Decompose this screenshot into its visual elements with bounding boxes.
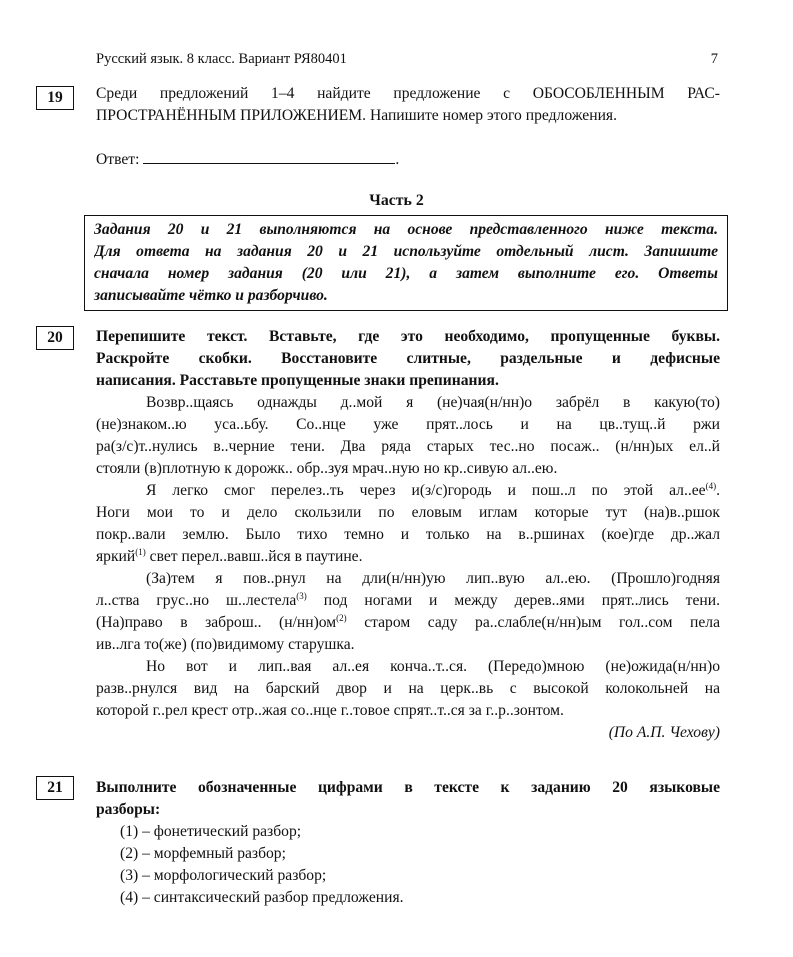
q19-answer — [96, 147, 720, 169]
text-line: которой г..рел крест отр..жая со..нце г..товое спрят..т..ся за г..р..зонтом. — [96, 702, 564, 719]
text-line: (За)тем я пов..рнул на дли(н/нн)ую лип..вую ал..ею. (Прошло)годняя — [146, 570, 720, 587]
list-item: (2) – морфемный разбор; — [120, 845, 286, 862]
footnote-mark: (4) — [705, 481, 717, 491]
exam-title: Русский язык. 8 класс. Вариант РЯ80401 — [96, 51, 347, 67]
text-line: стояли (в)плотную к дорожк.. обр..зуя мрач..ную но кр..сивую ал..ею. — [96, 460, 558, 477]
list-item: (1) – фонетический разбор; — [120, 823, 302, 840]
q21-task-line: Выполните обозначенные цифрами в тексте к заданию 20 языковые — [96, 779, 720, 796]
instruction-line: записывайте чётко и разборчиво. — [94, 287, 328, 304]
question-20 — [96, 326, 720, 744]
part2-instructions — [84, 215, 728, 311]
question-19 — [96, 83, 720, 127]
text-line: (не)знаком..ю уса..ьбу. Со..нце уже прят..лось и на цв..тущ..й ржи — [96, 416, 720, 433]
q19-line-2: ПРОСТРАНЁННЫМ ПРИЛОЖЕНИЕМ. Напишите номер этого предложения. — [96, 107, 617, 124]
text-line: (На)право в заброш.. $(н/нн)ом^{(2)}$ старом саду ра..слабле(н/нн)ым гол..сом пела — [96, 613, 720, 631]
question-number-19: 19 — [36, 86, 74, 110]
page-number: 7 — [710, 51, 718, 67]
part-title: Часть 2 — [369, 192, 424, 209]
list-item: (4) – синтаксический разбор предложения. — [120, 889, 404, 906]
text-line: Возвр..щаясь однажды д..мой я (не)чая(н/нн)о забрёл в какую(то) — [146, 394, 720, 411]
question-number-20: 20 — [36, 326, 74, 350]
page-header — [96, 51, 720, 68]
answer-label: Ответ: — [96, 151, 140, 168]
q20-task-line: Перепишите текст. Вставьте, где это необходимо, пропущенные буквы. — [96, 328, 720, 345]
text-source: (По А.П. Чехову) — [608, 724, 720, 741]
text-line: Но вот и лип..вая ал..ея конча..т..ся. (Передо)мною (не)ожида(н/нн)о — [146, 658, 720, 675]
footnote-mark: (1) — [135, 547, 146, 557]
answer-field[interactable] — [143, 147, 395, 164]
text-line: яркий$^{(1)}$ свет перел..вавш..йся в паутине. — [96, 547, 363, 565]
answer-end: . — [395, 151, 400, 168]
question-21 — [96, 777, 720, 909]
question-number-21: 21 — [36, 776, 74, 800]
q21-task-line: разборы: — [96, 801, 161, 818]
text-line: покр..вали землю. Было тихо темно и только на в..ршинах (кое)где др..жал — [96, 526, 720, 543]
text-line: ив..лга то(же) (по)видимому старушка. — [96, 636, 355, 653]
list-item: (3) – морфологический разбор; — [120, 867, 327, 884]
instruction-line: сначала номер задания (20 или 21), а затем выполните его. Ответы — [94, 265, 718, 282]
text-line: ра(з/с)т..нулись в..черние тени. Два ряда старых тес..но посаж.. (н/нн)ых ел..й — [96, 438, 720, 455]
text-line: Я легко смог перелез..ть через и(з/с)городь и пош..л по этой $ал..ее^{(4)}$. — [146, 481, 720, 499]
instruction-line: Для ответа на задания 20 и 21 используйте отдельный лист. Запишите — [94, 243, 718, 260]
q20-task-line: написания. Расставьте пропущенные знаки препинания. — [96, 372, 499, 389]
text-line: разв..рнулся вид на барский двор и на церк..вь с высокой колокольней на — [96, 680, 720, 697]
footnote-mark: (3) — [296, 591, 307, 601]
text-line: л..ства грус..но ш..лестела$^{(3)}$ под ногами и между дерев..ями прят..лись тени. — [96, 591, 720, 609]
text-line: Ноги мои то и дело скользили по еловым иглам которые тут (на)в..ршок — [96, 504, 720, 521]
footnote-mark: (2) — [336, 613, 347, 623]
instruction-line: Задания 20 и 21 выполняются на основе представленного ниже текста. — [94, 221, 718, 238]
q20-task-line: Раскройте скобки. Восстановите слитные, раздельные и дефисные — [96, 350, 720, 367]
q19-line-1: Среди предложений 1–4 найдите предложение с ОБОСОБЛЕННЫМ РАС- — [96, 85, 720, 102]
